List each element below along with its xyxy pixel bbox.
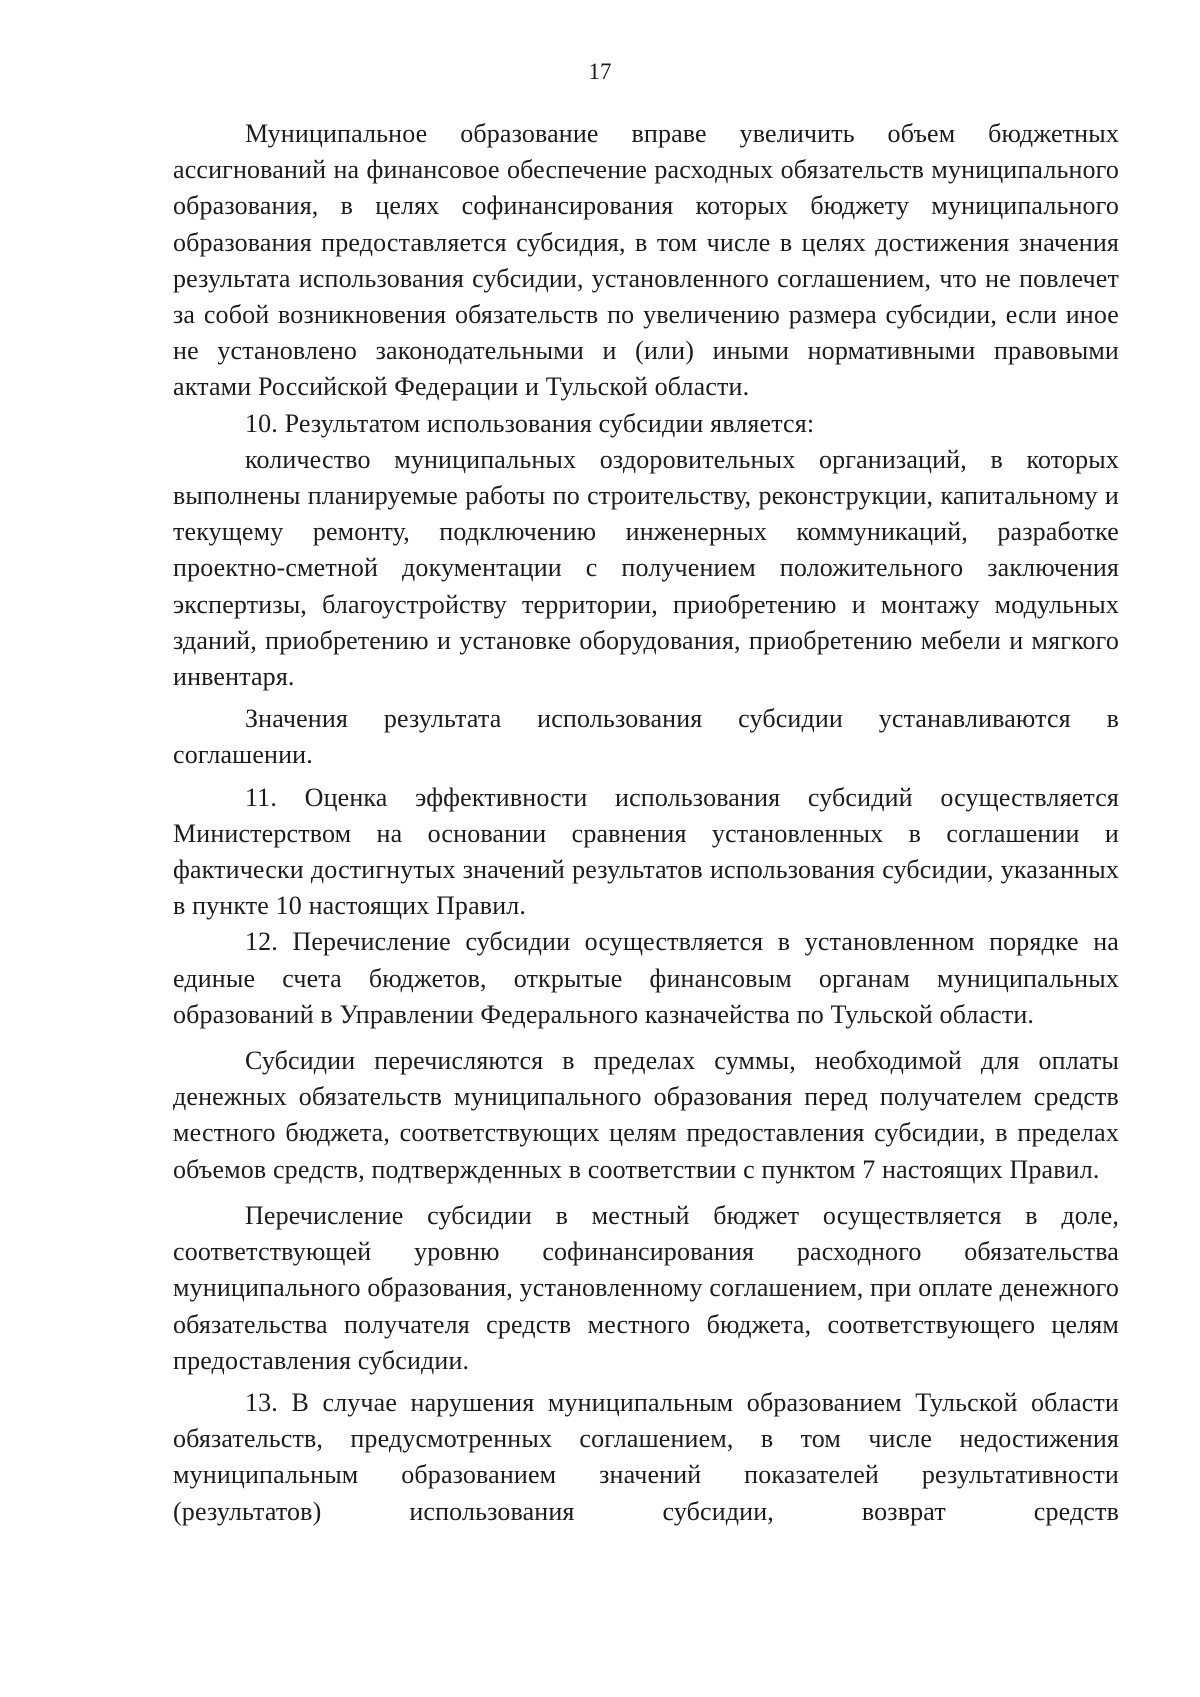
paragraph-result-values: Значения результата использования субсидии устанавливаются в соглашении.: [173, 704, 1119, 770]
paragraph-result-indicator: количество муниципальных оздоровительных организаций, в которых выполнены планируемые работы по строительству, реконструкции, капитальному и текущему ремонту, подключению инженерных коммуникаций, разработке проектно-сметной документации с получением положительного заключения экспертизы, благоустройству территории, приобретению и монтажу модульных зданий, приобретению и установке оборудования, приобретению мебели и мягкого инвентаря.: [173, 444, 1119, 692]
page-number: 17: [588, 59, 612, 84]
paragraph-budget-allocations: Муниципальное образование вправе увеличить объем бюджетных ассигнований на финансовое обеспечение расходных обязательств муниципального образования, в целях софинансирования которых бюджету муниципального образования предоставляется субсидия, в том числе в целях достижения значения результата использования субсидии, установленного соглашением, что не повлечет за собой возникновения обязательств по увеличению размера субсидии, если иное не установлено законодательными и (или) иными нормативными правовыми актами Российской Федерации и Тульской области.: [173, 119, 1119, 402]
paragraph-subsidy-transfer-share: Перечисление субсидии в местный бюджет осуществляется в доле, соответствующей уровню софинансирования расходного обязательства муниципального образования, установленному соглашением, при оплате денежного обязательства получателя средств местного бюджета, соответствующего целям предоставления субсидии.: [173, 1200, 1119, 1375]
paragraph-item-11: 11. Оценка эффективности использования субсидий осуществляется Министерством на основании сравнения установленных в соглашении и фактически достигнутых значений результатов использования субсидии, указанных в пункте 10 настоящих Правил.: [173, 782, 1119, 921]
paragraph-item-13: 13. В случае нарушения муниципальным образованием Тульской области обязательств, предусмотренных соглашением, в том числе недостижения муниципальным образованием значений показателей результативности (результатов) использования субсидии, возврат средств: [173, 1387, 1119, 1526]
paragraph-subsidy-transfer-limits: Субсидии перечисляются в пределах суммы, необходимой для оплаты денежных обязательств муниципального образования перед получателем средств местного бюджета, соответствующих целям предоставления субсидии, в пределах объемов средств, подтвержденных в соответствии с пунктом 7 настоящих Правил.: [173, 1046, 1119, 1184]
paragraph-item-10: 10. Результатом использования субсидии является:: [245, 408, 815, 438]
document-body: [173, 116, 1119, 1530]
paragraph-item-12: 12. Перечисление субсидии осуществляется в установленном порядке на единые счета бюджетов, открытые финансовым органам муниципальных образований в Управлении Федерального казначейства по Тульской области.: [173, 927, 1119, 1029]
